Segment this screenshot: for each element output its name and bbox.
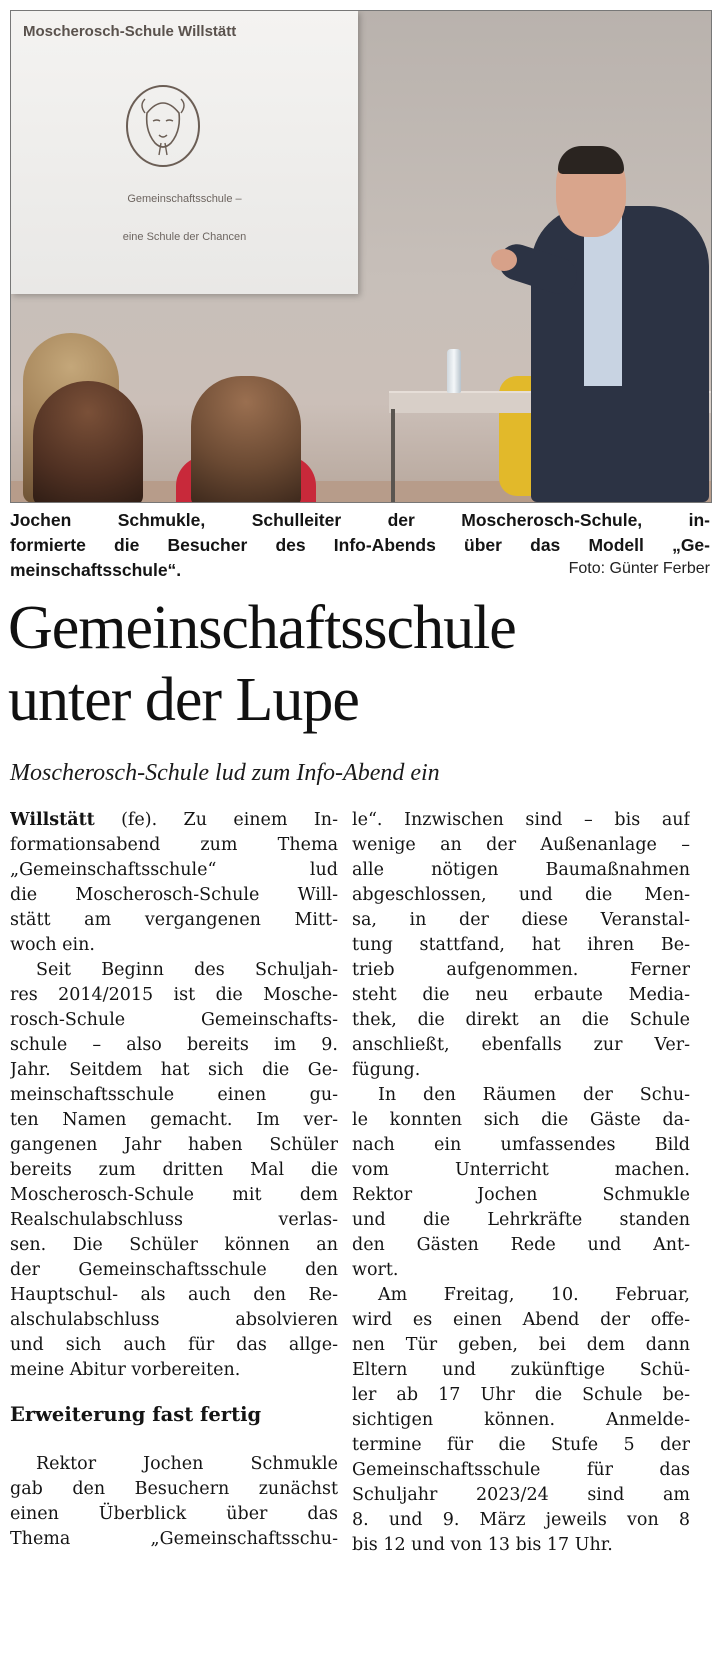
body-line: sen. Die Schüler können an [10, 1235, 338, 1255]
dateline: Willstätt [10, 810, 95, 830]
body-line: den Gästen Rede und Ant- [352, 1235, 690, 1255]
body-line: sa, in der diese Veranstal- [352, 910, 690, 930]
body-line: gab den Besuchern zunächst [10, 1479, 338, 1499]
article-photo [10, 10, 712, 503]
caption-line: meinschaftsschule“. [10, 560, 182, 580]
body-line: Jahr. Seitdem hat sich die Ge- [10, 1060, 338, 1080]
body-line: ten Namen gemacht. Im ver- [10, 1110, 338, 1130]
body-line: gangenen Jahr haben Schüler [10, 1135, 338, 1155]
body-line: alschulabschluss absolvieren [10, 1310, 338, 1330]
body-line: anschließt, ebenfalls zur Ver- [352, 1035, 690, 1055]
body-line: und die Lehrkräfte standen [352, 1210, 690, 1230]
body-line: wort. [352, 1260, 399, 1280]
projection-screen [11, 11, 358, 294]
speaker-hand [491, 249, 517, 271]
body-line: formationsabend zum Thema [10, 835, 338, 855]
slide-title: Moscherosch-Schule Willstätt [23, 23, 237, 40]
body-line: die Moscherosch-Schule Will- [10, 885, 338, 905]
slide-line-2: eine Schule der Chancen [122, 231, 247, 243]
caption-line: formierte die Besucher des Info-Abends über das Modell „Ge- [10, 535, 710, 555]
body-line: termine für die Stufe 5 der [352, 1435, 690, 1455]
body-line: steht die neu erbaute Media- [352, 985, 690, 1005]
school-portrait-logo-icon [123, 83, 203, 169]
crosshead: Erweiterung fast fertig [10, 1403, 262, 1426]
body-line: schule – also bereits im 9. [10, 1035, 338, 1055]
slide-line-1: Gemeinschaftsschule – [127, 193, 242, 205]
body-line: Willstätt (fe). Zu einem In- [10, 810, 338, 830]
headline-line: Gemeinschaftsschule [8, 594, 516, 662]
body-line: der Gemeinschaftsschule den [10, 1260, 338, 1280]
table-leg [391, 409, 395, 503]
body-line: Schuljahr 2023/24 sind am [352, 1485, 690, 1505]
body-line: stätt am vergangenen Mitt- [10, 910, 338, 930]
body-line: tung stattfand, hat ihren Be- [352, 935, 690, 955]
body-line: „Gemeinschaftsschule“ lud [10, 860, 338, 880]
body-line: Thema „Gemeinschaftsschu- [10, 1529, 338, 1549]
body-line: vom Unterricht machen. [352, 1160, 690, 1180]
headline-line: unter der Lupe [8, 666, 359, 734]
body-line: Moscherosch-Schule mit dem [10, 1185, 338, 1205]
body-line: le konnten sich die Gäste da- [352, 1110, 690, 1130]
article-column-left [10, 808, 338, 1552]
body-line: Seit Beginn des Schuljah- [36, 960, 338, 980]
body-line: ler ab 17 Uhr die Schule be- [352, 1385, 690, 1405]
body-line: fügung. [352, 1060, 421, 1080]
body-line: nen Tür geben, bei dem dann [352, 1335, 690, 1355]
body-line: le“. Inzwischen sind – bis auf [352, 810, 690, 830]
body-line: Realschulabschluss verlas- [10, 1210, 338, 1230]
body-line: In den Räumen der Schu- [378, 1085, 690, 1105]
body-line: Rektor Jochen Schmukle [352, 1185, 690, 1205]
water-bottle [447, 349, 461, 393]
body-line: abgeschlossen, und die Men- [352, 885, 690, 905]
body-line: Rektor Jochen Schmukle [36, 1454, 338, 1474]
audience-head [33, 381, 143, 503]
body-line: res 2014/2015 ist die Mosche- [10, 985, 338, 1005]
body-line: woch ein. [10, 935, 95, 955]
body-line: wenige an der Außenanlage – [352, 835, 690, 855]
body-line: sichtigen können. Anmelde- [352, 1410, 690, 1430]
body-line: trieb aufgenommen. Ferner [352, 960, 690, 980]
body-line: bereits zum dritten Mal die [10, 1160, 338, 1180]
speaker-hair [558, 146, 624, 174]
body-line: bis 12 und von 13 bis 17 Uhr. [352, 1535, 613, 1555]
body-line: Hauptschul- als auch den Re- [10, 1285, 338, 1305]
body-line: und sich auch für das allge- [10, 1335, 338, 1355]
body-line: Am Freitag, 10. Februar, [378, 1285, 690, 1305]
headline [8, 592, 516, 736]
body-line: wird es einen Abend der offe- [352, 1310, 690, 1330]
speaker-shirt [584, 216, 622, 386]
body-line: Eltern und zukünftige Schü- [352, 1360, 690, 1380]
body-line: einen Überblick über das [10, 1504, 338, 1524]
article-column-right [352, 808, 690, 1558]
body-line: nach ein umfassendes Bild [352, 1135, 690, 1155]
body-line: alle nötigen Baumaßnahmen [352, 860, 690, 880]
body-line: Gemeinschaftsschule für das [352, 1460, 690, 1480]
body-line: 8. und 9. März jeweils von 8 [352, 1510, 690, 1530]
body-line: thek, die direkt an die Schule [352, 1010, 690, 1030]
body-line: rosch-Schule Gemeinschafts- [10, 1010, 338, 1030]
body-line: meine Abitur vorbereiten. [10, 1360, 241, 1380]
subheadline: Moscherosch-Schule lud zum Info-Abend ein [10, 760, 440, 786]
body-line: meinschaftsschule einen gu- [10, 1085, 338, 1105]
photo-credit: Foto: Günter Ferber [568, 560, 710, 577]
caption-line: Jochen Schmukle, Schulleiter der Moscherosch-Schule, in- [10, 510, 710, 530]
audience-head [191, 376, 301, 503]
